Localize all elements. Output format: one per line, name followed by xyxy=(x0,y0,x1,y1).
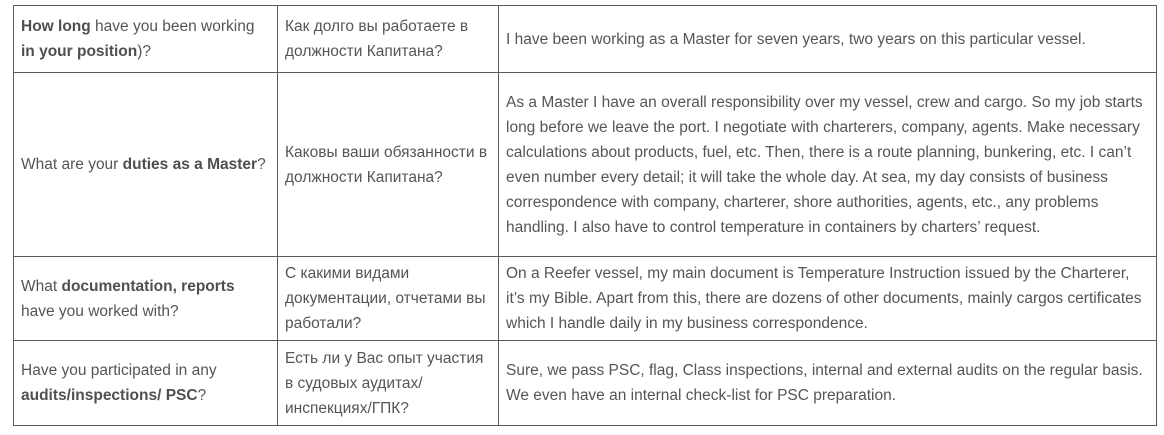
question-en-cell xyxy=(14,6,278,73)
question-en-cell xyxy=(14,257,278,341)
question-en-text: What are your xyxy=(21,156,123,173)
question-en-cell xyxy=(14,341,278,426)
question-ru-cell: Есть ли у Вас опыт участия в судовых аудитах/ инспекциях/ГПК? xyxy=(278,341,499,426)
answer-cell: As a Master I have an overall responsibility over my vessel, crew and cargo. So my job starts long before we leave the port. I negotiate with charterers, company, agents. Make necessary calculations about products, fuel, etc. Then, there is a route planning, bunkering, etc. I can’t even number every detail; it will take the whole day. At sea, my day consists of business correspondence with company, charterer, shore authorities, agents, etc., any problems handling. I also have to control temperature in containers by charters’ request. xyxy=(499,73,1157,257)
question-en-cell xyxy=(14,73,278,257)
table-row xyxy=(14,73,1157,257)
question-ru-cell: Каковы ваши обязанности в должности Капитана? xyxy=(278,73,499,257)
question-en-bold: in your position xyxy=(21,43,138,60)
table-row xyxy=(14,341,1157,426)
answer-cell: Sure, we pass PSC, flag, Class inspections, internal and external audits on the regular basis. We even have an internal check-list for PSC preparation. xyxy=(499,341,1157,426)
question-en-bold: duties as a Master xyxy=(122,156,258,173)
question-en-text: )? xyxy=(137,43,152,60)
table-row xyxy=(14,257,1157,341)
question-en-text: Have you participated in any xyxy=(21,362,217,379)
question-en-bold: How long xyxy=(21,18,91,35)
question-en-bold: audits/inspections/ PSC xyxy=(21,387,198,404)
question-en-bold: documentation, reports xyxy=(61,277,235,295)
table-row xyxy=(14,6,1157,73)
question-ru-cell: Как долго вы работаете в должности Капитана? xyxy=(278,6,499,73)
question-en-text: ? xyxy=(257,156,266,173)
interview-table xyxy=(13,5,1157,426)
answer-cell: I have been working as a Master for seven years, two years on this particular vessel. xyxy=(499,6,1157,73)
question-en-text: ? xyxy=(197,387,207,404)
question-en-text: have you worked with? xyxy=(21,302,179,320)
question-en-text: What xyxy=(21,277,62,295)
question-ru-cell: С какими видами документации, отчетами вы работали? xyxy=(278,257,499,341)
answer-cell: On a Reefer vessel, my main document is Temperature Instruction issued by the Charterer, it’s my Bible. Apart from this, there are dozens of other documents, mainly cargos certificates which I handle daily in my business correspondence. xyxy=(499,257,1157,341)
question-en-text: have you been working xyxy=(90,18,255,35)
